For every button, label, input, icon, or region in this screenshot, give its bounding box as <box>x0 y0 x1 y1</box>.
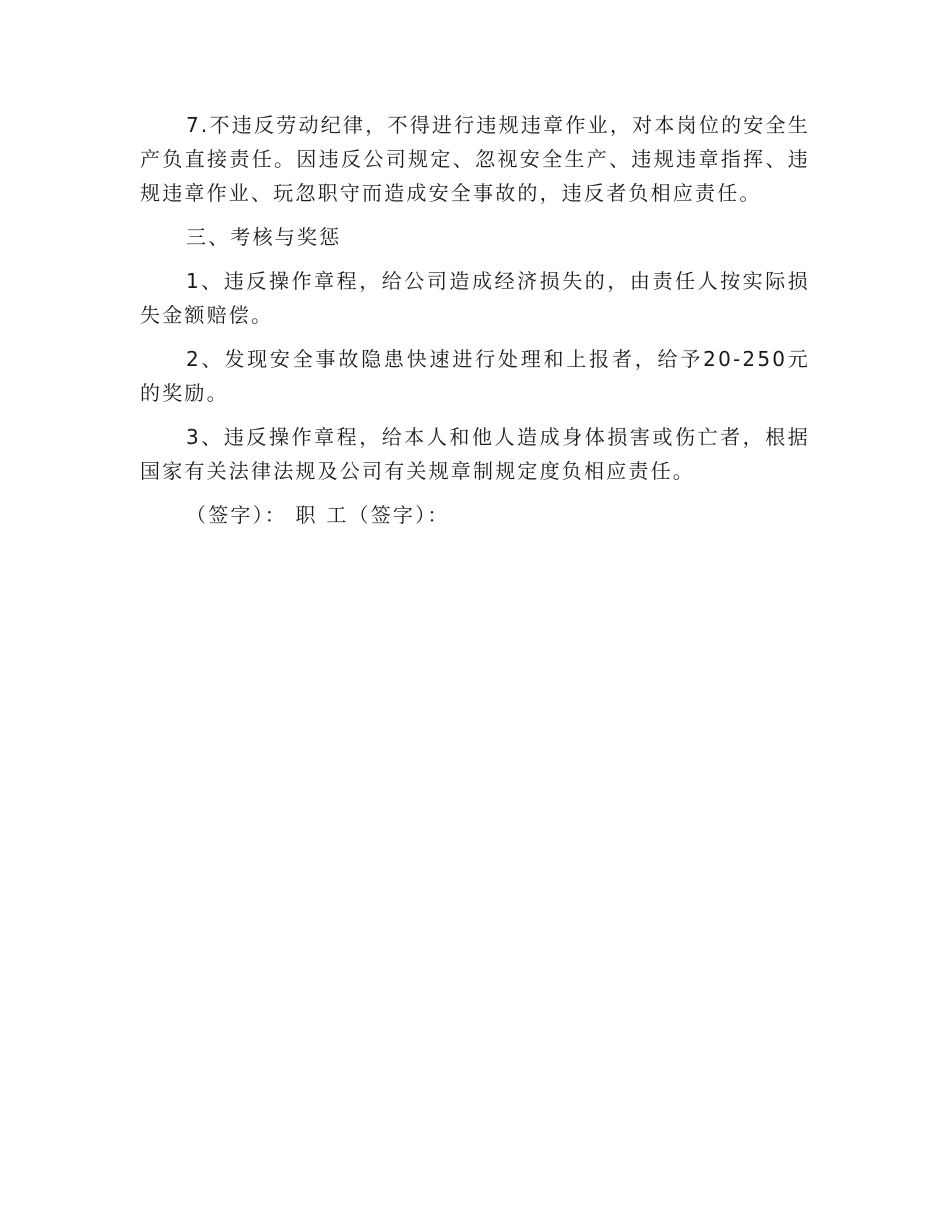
rule-2-paragraph: 2、发现安全事故隐患快速进行处理和上报者，给予20-250元的奖励。 <box>140 347 810 405</box>
rule-3-paragraph: 3、违反操作章程，给本人和他人造成身体损害或伤亡者，根据国家有关法律法规及公司有关规章制规定度负相应责任。 <box>140 425 810 483</box>
rule-1-paragraph: 1、违反操作章程，给公司造成经济损失的，由责任人按实际损失金额赔偿。 <box>140 269 810 327</box>
document-body <box>140 108 810 532</box>
section-heading: 三、考核与奖惩 <box>186 225 342 249</box>
item-7-paragraph: 7.不违反劳动纪律，不得进行违规违章作业，对本岗位的安全生产负直接责任。因违反公司规定、忽视安全生产、违规违章指挥、违规违章作业、玩忽职守而造成安全事故的，违反者负相应责任。 <box>140 113 810 205</box>
signature-line: （签字）： 职 工（签字）： <box>186 503 450 527</box>
